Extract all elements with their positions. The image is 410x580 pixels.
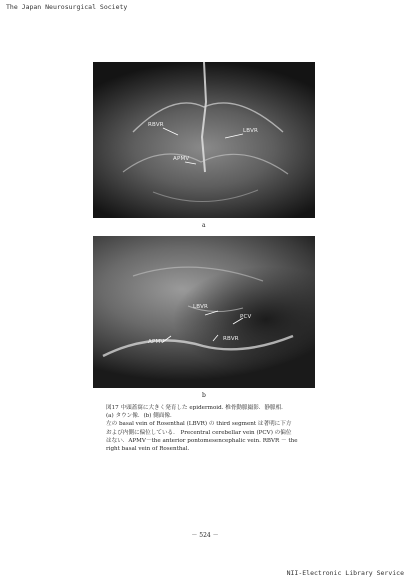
angiogram-a-vessels [93, 62, 315, 218]
caption-line-1: 図17 中頭蓋窩に大きく発育した epidermoid. 椎骨動脈撮影．静脈相． [106, 405, 287, 411]
caption-line-4: および内側に偏位している． Precentral cerebellar vein (PCV) の偏位 [106, 429, 292, 436]
caption-line-5: はない．APMV－the anterior pontomesencephalic vein. RBVR － the [106, 437, 298, 444]
angiogram-b-vessels [93, 236, 315, 388]
label-pcv: PCV [240, 314, 252, 320]
label-apmv: APMV [173, 156, 190, 162]
caption-line-6: right basal vein of Rosenthal. [106, 446, 190, 453]
caption-line-3: 左の basal vein of Rosenthal (LBVR) の third segment は著明に下方 [106, 421, 292, 428]
page-number: － 524 － [191, 532, 219, 539]
panel-letter-a: a [202, 222, 206, 229]
panel-letter-b: b [202, 392, 206, 399]
angiogram-figure-a [93, 62, 315, 218]
label-lbvr: LBVR [243, 128, 259, 134]
library-footer: NII-Electronic Library Service [286, 569, 404, 577]
label-apmv-b: APMV [148, 339, 165, 345]
journal-header: The Japan Neurosurgical Society [6, 3, 128, 11]
label-rbvr-b: RBVR [223, 336, 239, 342]
label-lbvr-b: LBVR [193, 304, 209, 310]
label-rbvr: RBVR [148, 122, 164, 128]
caption-line-2: (a) タウン像．(b) 側面像． [106, 413, 176, 420]
figure-caption [106, 404, 316, 453]
angiogram-figure-b [93, 236, 315, 388]
